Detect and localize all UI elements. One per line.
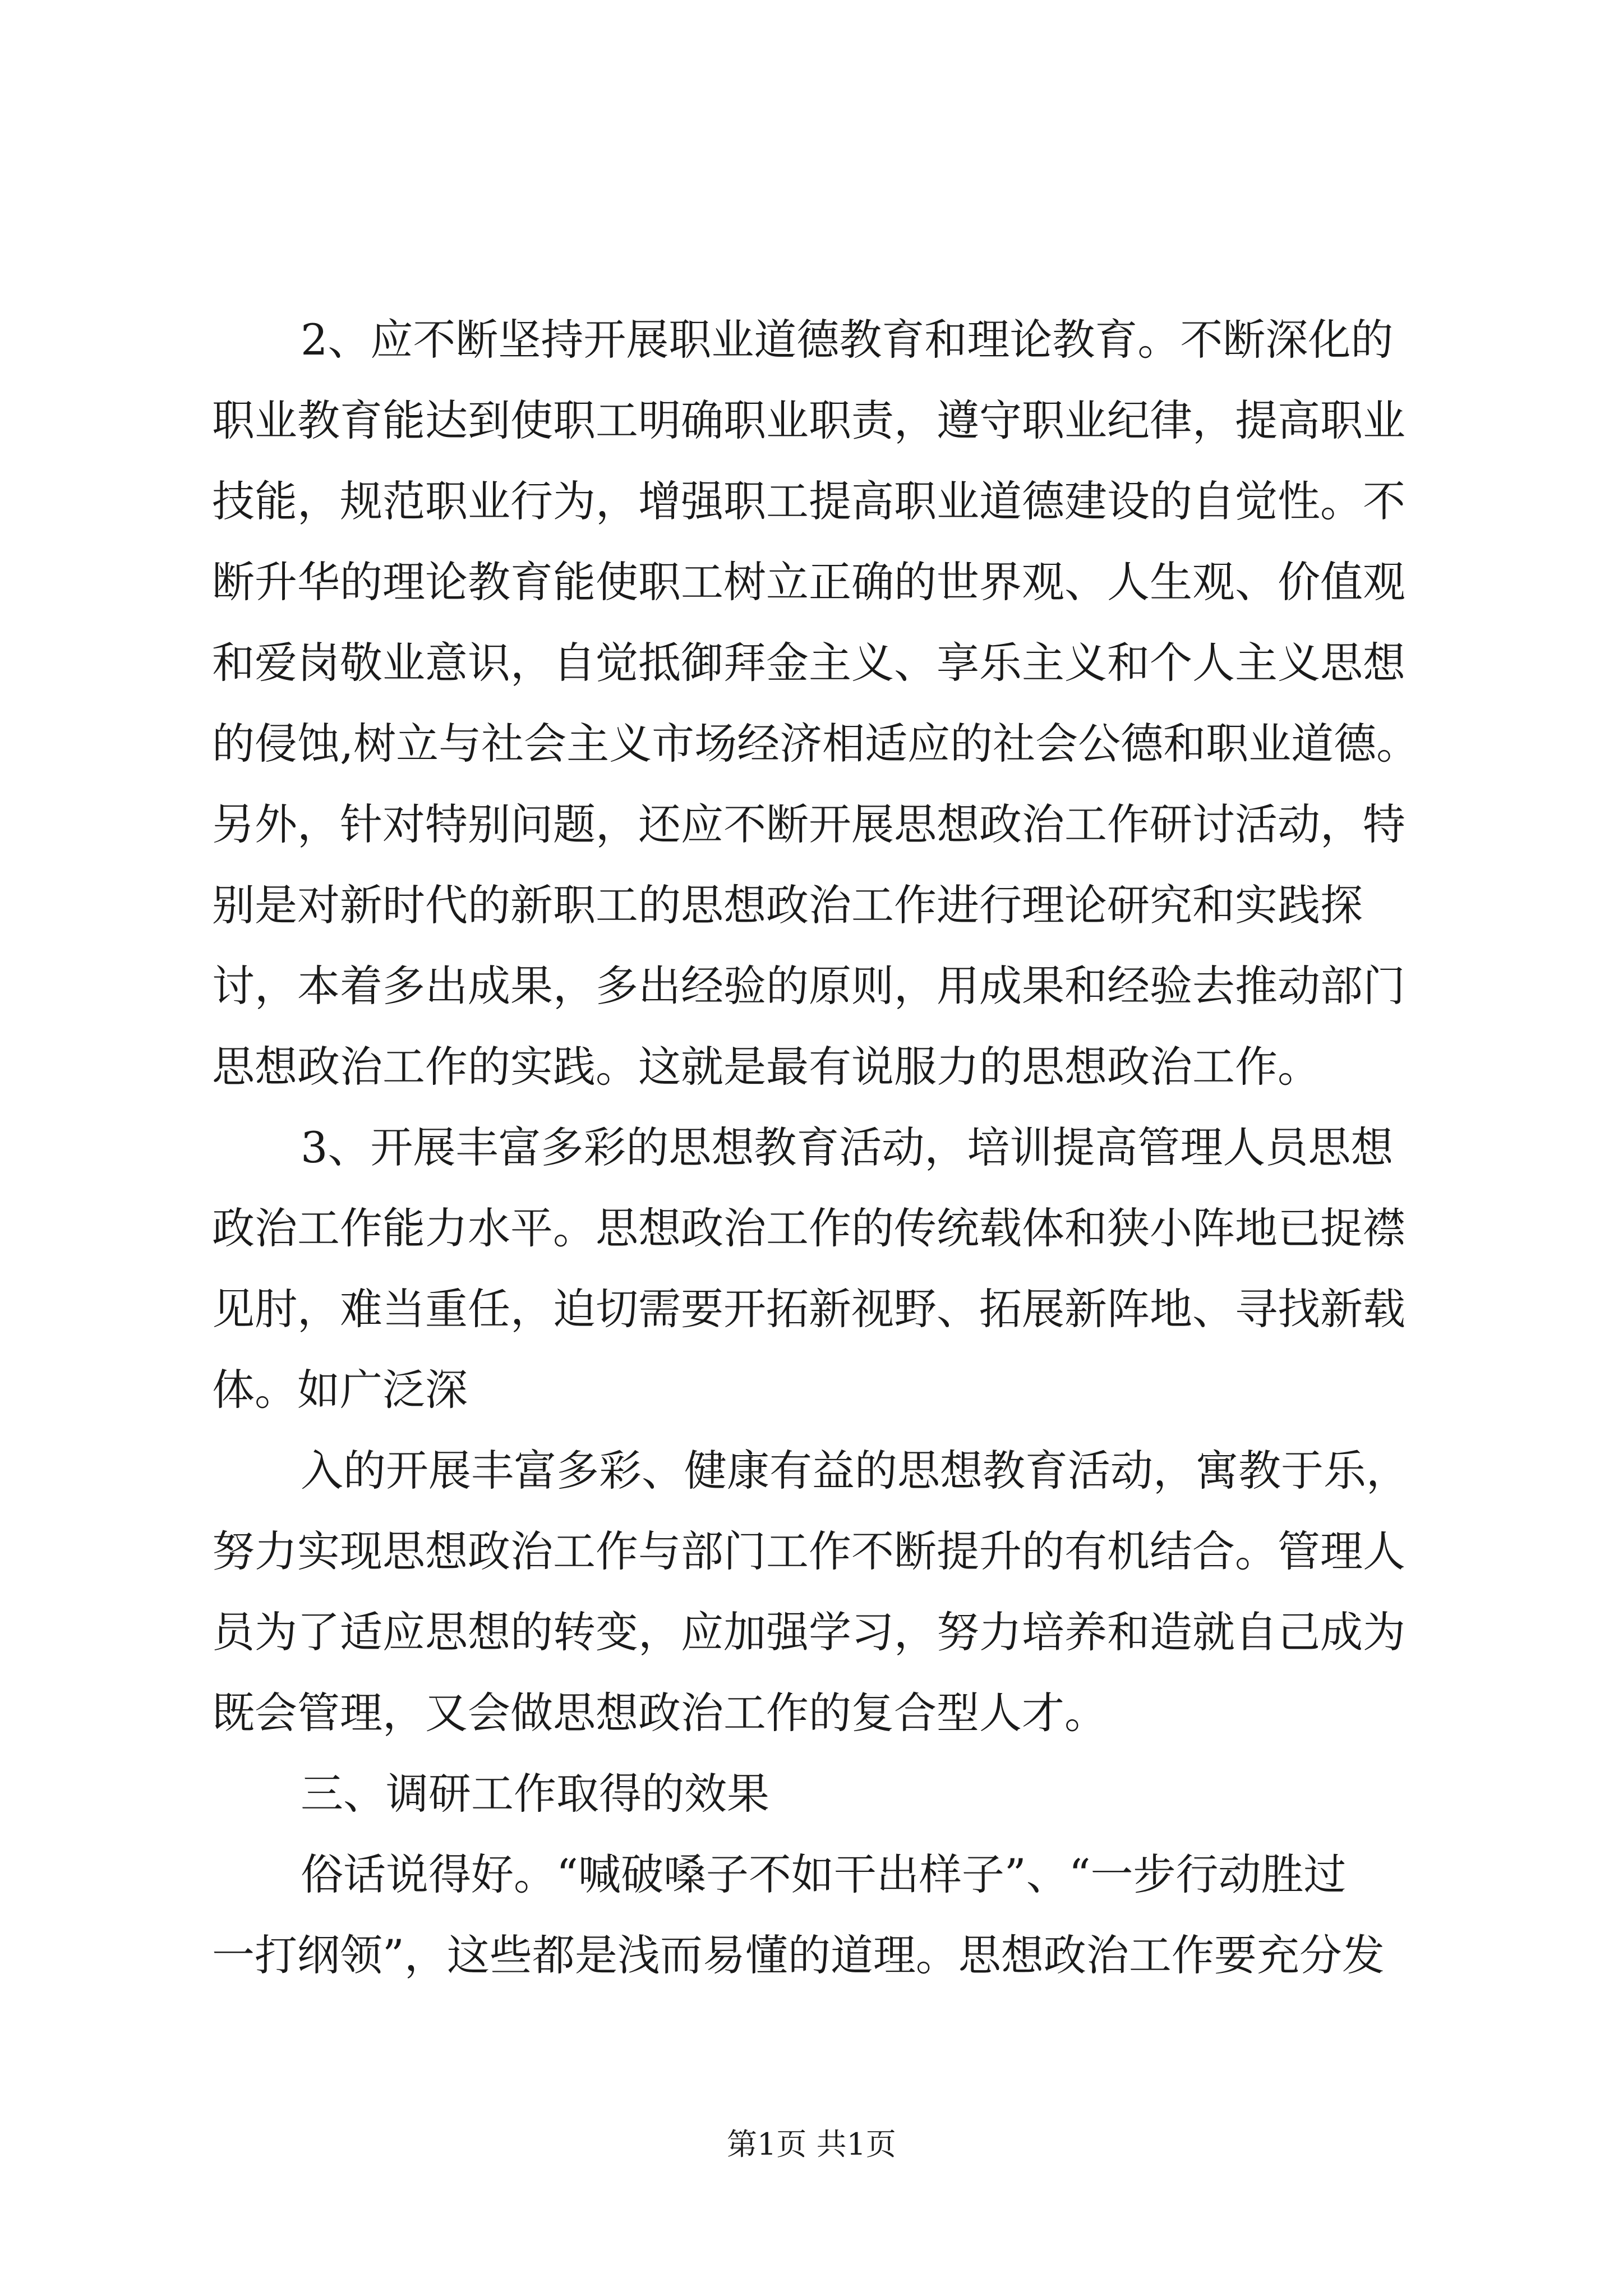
text-line: 既会管理，又会做思想政治工作的复合型人才。 [212, 1688, 1107, 1738]
text-line: 员为了适应思想的转变，应加强学习，努力培养和造就自己成为 [212, 1607, 1405, 1657]
text-line: 3、开展丰富多彩的思想教育活动，培训提高管理人员思想 [301, 1122, 1394, 1172]
text-line: 入的开展丰富多彩、健康有益的思想教育活动，寓教于乐， [301, 1446, 1409, 1496]
text-line: 的侵蚀,树立与社会主义市场经济相适应的社会公德和职业道德。 [212, 719, 1419, 769]
text-line: 体。如广泛深 [212, 1365, 468, 1415]
text-line: 和爱岗敬业意识，自觉抵御拜金主义、享乐主义和个人主义思想 [212, 638, 1405, 688]
text-line: 思想政治工作的实践。这就是最有说服力的思想政治工作。 [212, 1042, 1320, 1092]
text-line: 一打纲领”，这些都是浅而易懂的道理。思想政治工作要充分发 [212, 1930, 1385, 1980]
text-line: 2、应不断坚持开展职业道德教育和理论教育。不断深化的 [301, 315, 1394, 365]
text-line: 别是对新时代的新职工的思想政治工作进行理论研究和实践探 [212, 880, 1363, 930]
section-heading: 三、调研工作取得的效果 [301, 1769, 769, 1819]
text-line: 见肘，难当重任，迫切需要开拓新视野、拓展新阵地、寻找新载 [212, 1284, 1405, 1334]
text-line: 断升华的理论教育能使职工树立正确的世界观、人生观、价值观 [212, 557, 1405, 607]
text-line: 努力实现思想政治工作与部门工作不断提升的有机结合。管理人 [212, 1526, 1405, 1576]
text-line: 讨，本着多出成果，多出经验的原则，用成果和经验去推动部门 [212, 961, 1405, 1011]
text-line: 技能，规范职业行为，增强职工提高职业道德建设的自觉性。不 [212, 476, 1405, 526]
text-line: 政治工作能力水平。思想政治工作的传统载体和狭小阵地已捉襟 [212, 1203, 1405, 1253]
text-line: 另外，针对特别问题，还应不断开展思想政治工作研讨活动，特 [212, 799, 1405, 849]
text-line: 俗话说得好。“喊破嗓子不如干出样子”、“一步行动胜过 [301, 1849, 1347, 1899]
page-number-footer: 第1页 共1页 [727, 2127, 896, 2162]
text-line: 职业教育能达到使职工明确职业职责，遵守职业纪律，提高职业 [212, 395, 1405, 445]
